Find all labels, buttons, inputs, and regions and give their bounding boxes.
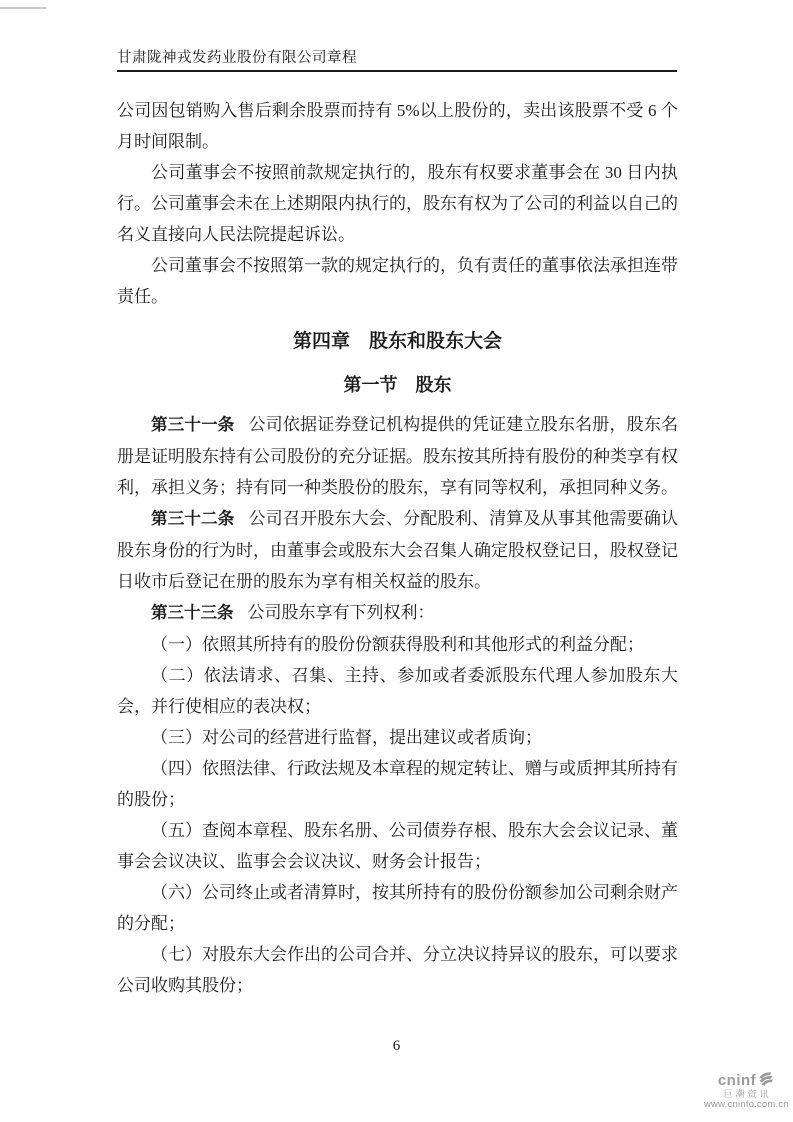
article: 第三十二条 公司召开股东大会、分配股利、清算及从事其他需要确认股东身份的行为时，由董事会或股东大会召集人确定股权登记日，股权登记日收市后登记在册的股东为享有相关权益的股东。 — [117, 509, 679, 591]
header-rule — [117, 70, 677, 72]
article-number: 第三十二条 — [151, 510, 235, 528]
cninfo-url: www.cninfo.com.cn — [704, 1099, 789, 1110]
para: 公司因包销购入售后剩余股票而持有 5%以上股份的，卖出该股票不受 6 个月时间限制。 — [117, 101, 678, 151]
list-item: （二）依法请求、召集、主持、参加或者委派股东代理人参加股东大会，并行使相应的表决权； — [117, 666, 678, 716]
header-title: 甘肃陇神戎发药业股份有限公司章程 — [117, 50, 357, 66]
para: 公司董事会不按照前款规定执行的，股东有权要求董事会在 30 日内执行。公司董事会未在上述期限内执行的，股东有权为了公司的利益以自己的名义直接向人民法院提起诉讼。 — [117, 163, 678, 244]
list-item: （一）依照其所持有的股份份额获得股利和其他形式的利益分配； — [151, 635, 644, 654]
article: 第三十三条 公司股东享有下列权利： — [151, 603, 435, 622]
article-number: 第三十三条 — [151, 604, 234, 622]
cninfo-logo — [704, 1071, 788, 1111]
article: 第三十一条 公司依据证券登记机构提供的凭证建立股东名册，股东名册是证明股东持有公司股份的充分证据。股东按其所持有股份的种类享有权利，承担义务；持有同一种类股份的股东，享有同等权利，承担同种义务。 — [117, 415, 679, 497]
cninfo-brand-text: cninf — [717, 1071, 757, 1089]
para: 公司董事会不按照第一款的规定执行的，负有责任的董事依法承担连带责任。 — [117, 256, 678, 306]
chapter-heading: 第四章 股东和股东大会 — [292, 331, 502, 352]
cninfo-swirl-icon — [757, 1070, 774, 1087]
list-item: （六）公司终止或者清算时，按其所持有的股份份额参加公司剩余财产的分配； — [117, 883, 678, 933]
list-item: （五）查阅本章程、股东名册、公司债券存根、股东大会会议记录、董事会会议决议、监事会会议决议、财务会计报告； — [117, 821, 678, 871]
list-item: （四）依照法律、行政法规及本章程的规定转让、赠与或质押其所持有的股份； — [117, 759, 678, 809]
cninfo-caption: 巨潮资讯 — [723, 1089, 772, 1099]
article-number: 第三十一条 — [151, 416, 235, 434]
list-item: （七）对股东大会作出的公司合并、分立决议持异议的股东，可以要求公司收购其股份； — [117, 945, 678, 995]
page-header — [117, 48, 677, 72]
document-body — [117, 95, 678, 1001]
list-item: （三）对公司的经营进行监督，提出建议或者质询； — [151, 728, 542, 747]
section-heading: 第一节 股东 — [343, 375, 452, 395]
page-number: 6 — [392, 1038, 401, 1054]
scan-edge-artifact — [0, 7, 46, 9]
cninfo-brand-row — [704, 1071, 788, 1089]
